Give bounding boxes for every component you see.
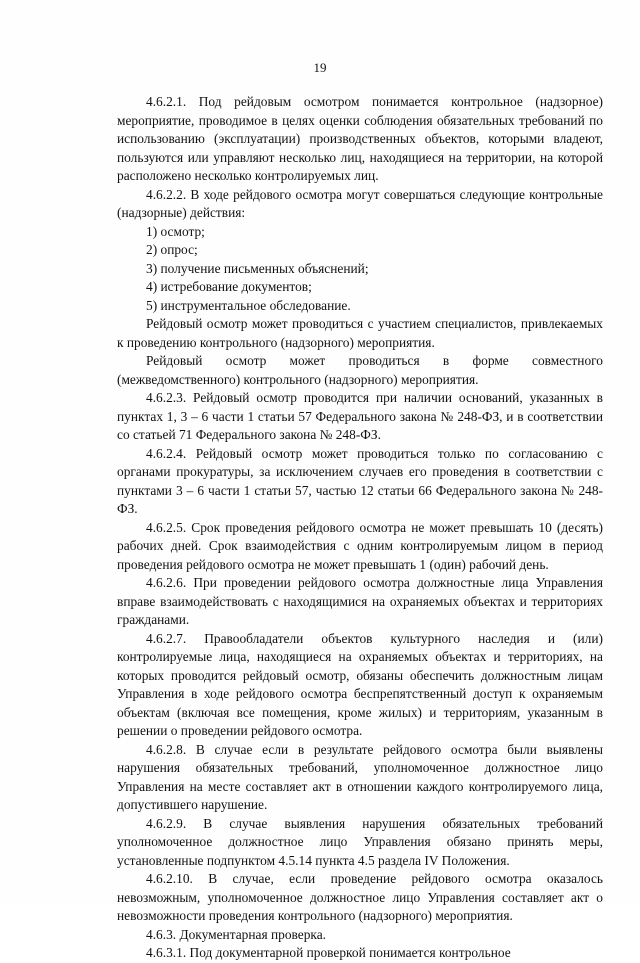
paragraph-4-6-2-8: 4.6.2.8. В случае если в результате рейдового осмотра были выявлены нарушения обязательных требований, уполномоченное должностное лицо Управления на месте составляет акт в отношении каждого контролируемого лица, допустившего нарушение. bbox=[117, 741, 603, 812]
paragraph-4-6-2-9: 4.6.2.9. В случае выявления нарушения обязательных требований уполномоченное должностное лицо Управления обязано принять меры, установленные подпунктом 4.5.14 пункта 4.5 раздела IV Положения. bbox=[117, 815, 603, 868]
paragraph-4-6-2-5: 4.6.2.5. Срок проведения рейдового осмотра не может превышать 10 (десять) рабочих дней. Срок взаимодействия с одним контролируемым лицом в период проведения рейдового осмотра не может превышать 1 (один) рабочий день. bbox=[117, 519, 603, 572]
paragraph-4-6-2-3: 4.6.2.3. Рейдовый осмотр проводится при наличии оснований, указанных в пунктах 1, 3 – 6 части 1 статьи 57 Федерального закона № 248-ФЗ, и в соответствии со статьей 71 Федерального закона № 248-ФЗ. bbox=[117, 390, 603, 442]
page-number: 19 bbox=[313, 60, 327, 75]
paragraph-4-6-2-4: 4.6.2.4. Рейдовый осмотр может проводиться только по согласованию с органами прокуратуры, за исключением случаев его проведения в соответствии с пунктами 3 – 6 части 1 статьи 57, частью 12 статьи 66 Федерального закона № 248-ФЗ. bbox=[117, 445, 603, 516]
paragraph-4-6-2-6: 4.6.2.6. При проведении рейдового осмотра должностные лица Управления вправе взаимодействовать с находящимися на охраняемых объектах и территориях гражданами. bbox=[117, 575, 603, 627]
paragraph-specialists: Рейдовый осмотр может проводиться с участием специалистов, привлекаемых к проведению контрольного (надзорного) мероприятия. bbox=[117, 316, 603, 350]
paragraph-4-6-3: 4.6.3. Документарная проверка. bbox=[146, 926, 327, 942]
list-item: 1) осмотр; bbox=[146, 223, 205, 239]
list-item: 3) получение письменных объяснений; bbox=[146, 260, 369, 276]
paragraph-4-6-3-1: 4.6.3.1. Под документарной проверкой понимается контрольное bbox=[146, 945, 511, 960]
paragraph-4-6-2-1: 4.6.2.1. Под рейдовым осмотром понимается контрольное (надзорное) мероприятие, проводимое в целях оценки соблюдения обязательных требований по использованию (эксплуатации) производственных объектов, которыми владеют, пользуются или управляют несколько лиц, находящиеся на территории, на которой расположено несколько контролируемых лиц. bbox=[117, 94, 603, 183]
list-item: 5) инструментальное обследование. bbox=[146, 297, 351, 313]
paragraph-4-6-2-7: 4.6.2.7. Правообладатели объектов культурного наследия и (или) контролируемые лица, находящиеся на охраняемых объектах и территориях, на которых проводится рейдовый осмотр, обязаны обеспечить должностным лицам Управления в ходе рейдового осмотра беспрепятственный доступ к охраняемым объектам (включая все помещения, кроме жилых) и территориям, указанным в решении о проведении рейдового осмотра. bbox=[117, 630, 603, 738]
paragraph-4-6-2-10: 4.6.2.10. В случае, если проведение рейдового осмотра оказалось невозможным, уполномоченное должностное лицо Управления составляет акт о невозможности проведения контрольного (надзорного) мероприятия. bbox=[117, 871, 603, 923]
list-item: 4) истребование документов; bbox=[146, 279, 312, 294]
list-item: 2) опрос; bbox=[146, 242, 198, 257]
paragraph-4-6-2-2: 4.6.2.2. В ходе рейдового осмотра могут совершаться следующие контрольные (надзорные) действия: bbox=[117, 186, 603, 220]
paragraph-joint-form: Рейдовый осмотр может проводиться в форме совместного (межведомственного) контрольного (надзорного) мероприятия. bbox=[117, 353, 603, 387]
document-body bbox=[117, 93, 603, 963]
